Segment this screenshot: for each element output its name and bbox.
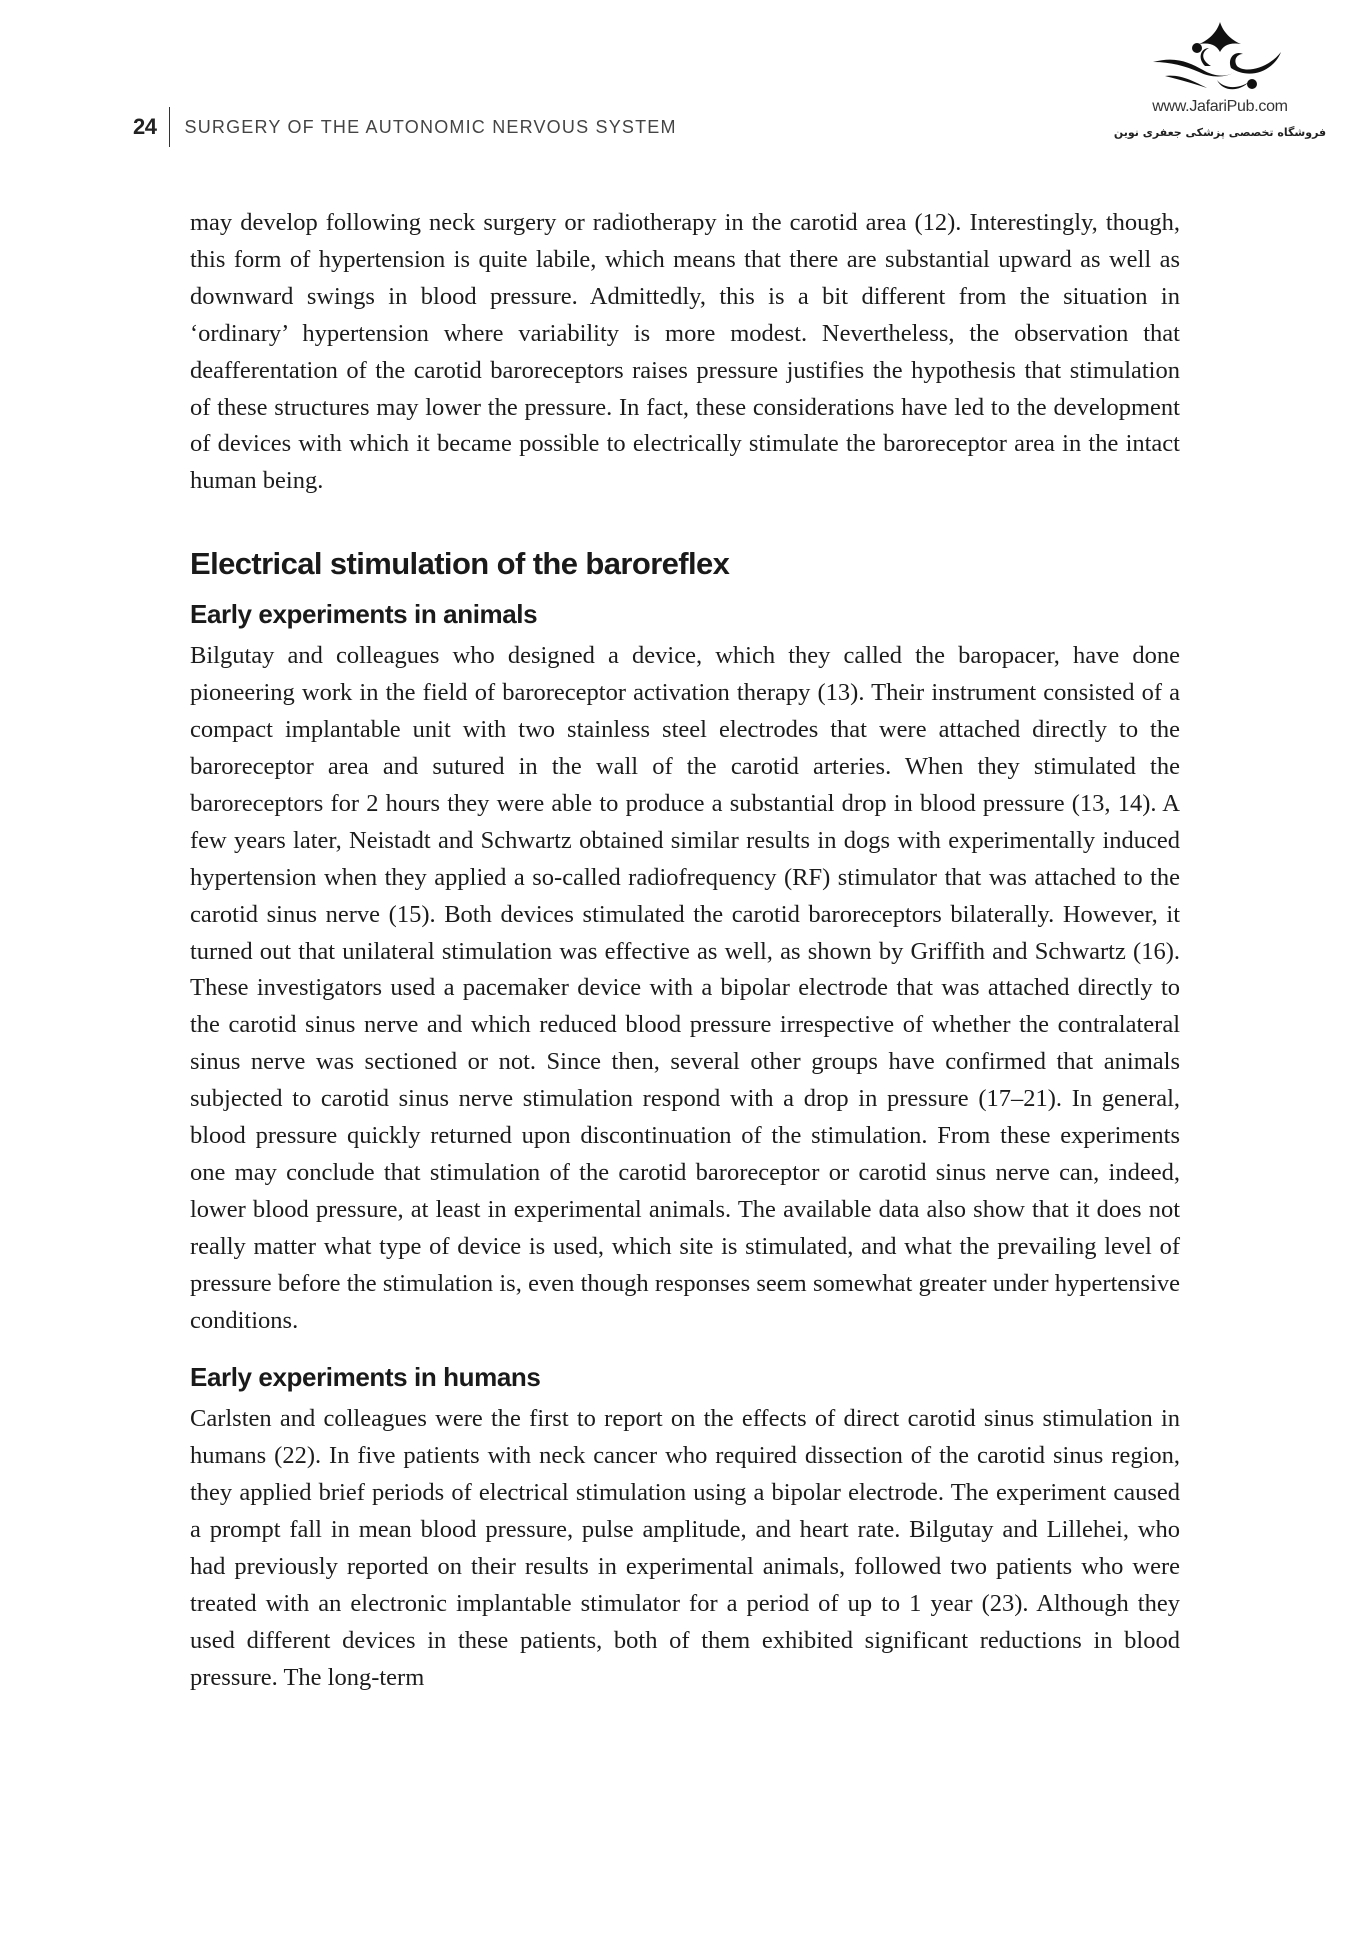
- publisher-watermark: [1100, 18, 1340, 139]
- subsection-animals: [190, 596, 1180, 1339]
- subsection-paragraph: Carlsten and colleagues were the first to report on the effects of direct carotid sinus stimulation in humans (22). In five patients with neck cancer who required dissection of the carotid sinus region, they applied brief periods of electrical stimulation using a bipolar electrode. The experiment caused a prompt fall in mean blood pressure, pulse amplitude, and heart rate. Bilgutay and Lillehei, who had previously reported on their results in experimental animals, followed two patients who were treated with an electronic implantable stimulator for a period of up to 1 year (23). Although they used different devices in these patients, both of them exhibited significant reductions in blood pressure. The long-term: [190, 1405, 1180, 1691]
- subsection-paragraph: Bilgutay and colleagues who designed a device, which they called the baropacer, have done pioneering work in the field of baroreceptor activation therapy (13). Their instrument consisted of a compact implantable unit with two stainless steel electrodes that were attached directly to the baroreceptor area and sutured in the wall of the carotid arteries. When they stimulated the baroreceptors for 2 hours they were able to produce a substantial drop in blood pressure (13, 14). A few years later, Neistadt and Schwartz obtained similar results in dogs with experimentally induced hypertension when they applied a so-called radiofrequency (RF) stimulator that was attached to the carotid sinus nerve (15). Both devices stimulated the carotid baroreceptors bilaterally. However, it turned out that unilateral stimulation was effective as well, as shown by Griffith and Schwartz (16). These investigators used a pacemaker device with a bipolar electrode that was attached directly to the carotid sinus nerve and which reduced blood pressure irrespective of whether the contralateral sinus nerve was sectioned or not. Since then, several other groups have confirmed that animals subjected to carotid sinus nerve stimulation respond with a drop in pressure (17–21). In general, blood pressure quickly returned upon discontinuation of the stimulation. From these experiments one may conclude that stimulation of the carotid baroreceptor or carotid sinus nerve can, indeed, lower blood pressure, at least in experimental animals. The available data also show that it does not really matter what type of device is used, which site is stimulated, and what the prevailing level of pressure before the stimulation is, even though responses seem somewhat greater under hypertensive conditions.: [190, 642, 1180, 1334]
- intro-paragraph: may develop following neck surgery or radiotherapy in the carotid area (12). Interestingly, though, this form of hypertension is quite labile, which means that there are substantial upward as well as downward swings in blood pressure. Admittedly, this is a bit different from the situation in ‘ordinary’ hypertension where variability is more modest. Nevertheless, the observation that deafferentation of the carotid baroreceptors raises pressure justifies the hypothesis that stimulation of these structures may lower the pressure. In fact, these considerations have led to the development of devices with which it became possible to electrically stimulate the baroreceptor area in the intact human being.: [190, 209, 1180, 495]
- subsection-heading: Early experiments in animals: [190, 599, 538, 630]
- page-content: [190, 205, 1180, 1697]
- publisher-url: www.JafariPub.com: [1152, 98, 1288, 115]
- subsection-humans: [190, 1359, 1180, 1696]
- page-number: 24: [133, 114, 157, 139]
- running-header: [133, 106, 677, 148]
- publisher-tagline: فروشگاه تخصصی پزشکی جعفری نوین: [1113, 126, 1327, 139]
- subsection-heading: Early experiments in humans: [190, 1362, 541, 1393]
- header-divider: [169, 107, 170, 147]
- section-heading: Electrical stimulation of the baroreflex: [190, 546, 730, 582]
- jafaripub-calligraphy-logo-icon: [1100, 18, 1340, 96]
- running-title: SURGERY OF THE AUTONOMIC NERVOUS SYSTEM: [184, 116, 677, 137]
